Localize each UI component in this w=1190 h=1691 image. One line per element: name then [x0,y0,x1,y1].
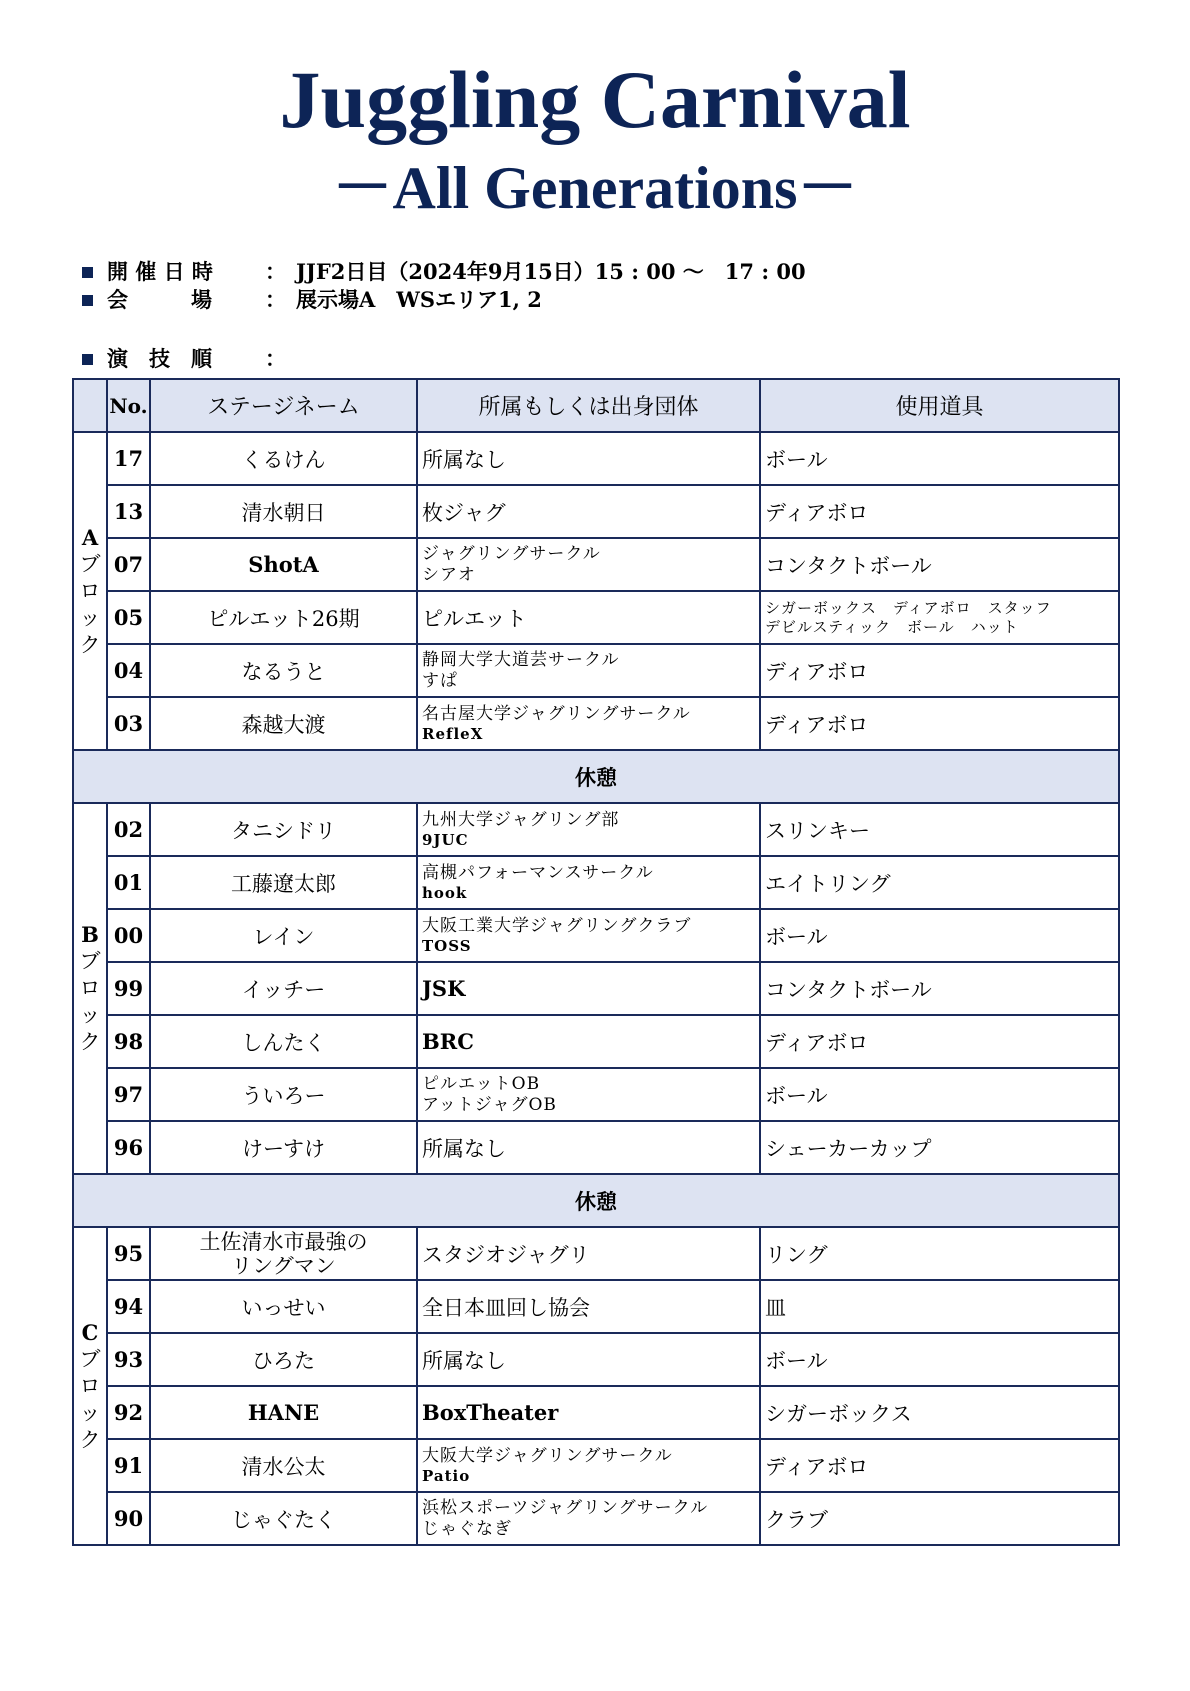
cell-text: ピルエット [422,606,527,631]
affiliation [417,962,760,1015]
performance-number: 98 [107,1015,150,1068]
performance-number: 03 [107,697,150,750]
cell-text: 所属なし [422,1136,506,1161]
table-row [73,1121,1119,1174]
cell-text: ディアボロ [765,500,869,525]
cell-line: 九州大学ジャグリング部 [422,809,620,830]
block-label-char: ッ [79,1003,101,1027]
props-used [760,432,1119,485]
stage-name: いっせい [150,1280,417,1333]
break-label: 休憩 [73,750,1119,803]
cell-line: 浜松スポーツジャグリングサークル [422,1497,709,1518]
table-row [73,697,1119,750]
date-label: 開 催 日 時 [107,259,213,284]
performance-number: 96 [107,1121,150,1174]
performance-number: 01 [107,856,150,909]
cell-line: 大阪工業大学ジャグリングクラブ [422,915,692,936]
stage-name: なるうと [150,644,417,697]
table-row [73,1333,1119,1386]
cell-line: 名古屋大学ジャグリングサークル [422,703,691,724]
table-row [73,485,1119,538]
block-label-char: ク [79,1030,101,1054]
header-org: 所属もしくは出身団体 [417,379,760,432]
props-used [760,962,1119,1015]
cell-text: 枚ジャグ [422,500,506,525]
break-row [73,1174,1119,1227]
performance-number: 99 [107,962,150,1015]
props-used [760,803,1119,856]
cell-text: ディアボロ [765,1454,869,1479]
cell-line: 高槻パフォーマンスサークル [422,862,654,883]
cell-text: スタジオジャグリ [422,1242,590,1267]
stage-name: イッチー [150,962,417,1015]
table-row [73,538,1119,591]
cell-text: リング [765,1242,828,1267]
header-no: No. [107,379,150,432]
affiliation [417,485,760,538]
info-venue: 会 場 ： 展示場A WSエリア1, 2 [82,286,542,314]
cell-text: シェーカーカップ [765,1136,932,1161]
performance-number: 13 [107,485,150,538]
affiliation [417,1492,760,1545]
affiliation [417,432,760,485]
performance-number: 97 [107,1068,150,1121]
header-name: ステージネーム [150,379,417,432]
cell-line: すぱ [422,670,458,691]
affiliation [417,803,760,856]
date-value: JJF2日目（2024年9月15日）15 : 00 ～ 17 : 00 [296,259,806,284]
stage-name: レイン [150,909,417,962]
stage-name: 工藤遼太郎 [150,856,417,909]
props-used [760,644,1119,697]
stage-name: 清水朝日 [150,485,417,538]
break-label: 休憩 [73,1174,1119,1227]
square-bullet-icon [82,354,93,365]
block-label [73,1227,107,1545]
cell-line: アットジャグOB [422,1094,557,1115]
stage-name: 清水公太 [150,1439,417,1492]
props-used [760,1492,1119,1545]
table-row [73,1227,1119,1280]
props-used [760,697,1119,750]
cell-text: ディアボロ [765,659,869,684]
stage-name: HANE [150,1386,417,1439]
cell-text: ボール [765,447,828,472]
block-label-char: ロ [79,578,101,603]
props-used [760,538,1119,591]
venue-value: 展示場A WSエリア1, 2 [296,287,542,312]
block-label-char: A [81,524,99,550]
cell-text: 所属なし [422,1348,506,1373]
cell-text: ボール [765,924,828,949]
affiliation [417,1333,760,1386]
cell-text: 皿 [765,1295,786,1320]
table-row [73,1492,1119,1545]
cell-text: クラブ [765,1507,828,1532]
cell-line: hook [422,883,468,902]
table-row [73,1439,1119,1492]
cell-text: コンタクトボール [765,977,932,1002]
info-date: 開 催 日 時 ： JJF2日目（2024年9月15日）15 : 00 ～ 17 : 00 [82,258,806,286]
performance-number: 93 [107,1333,150,1386]
cell-text: ディアボロ [765,1030,869,1055]
cell-text: 所属なし [422,447,506,472]
performance-number: 91 [107,1439,150,1492]
props-used [760,1439,1119,1492]
props-used [760,591,1119,644]
cell-text: 全日本皿回し協会 [422,1295,590,1320]
performance-number: 02 [107,803,150,856]
page-subtitle: －All Generations－ [332,155,858,221]
cell-line: TOSS [422,936,472,955]
affiliation [417,1227,760,1280]
cell-line: シガーボックス ディアボロ スタッフ [765,598,1052,617]
cell-text: エイトリング [765,871,891,896]
table-body [73,432,1119,1545]
affiliation [417,1386,760,1439]
performance-number: 05 [107,591,150,644]
affiliation [417,1439,760,1492]
table-row [73,962,1119,1015]
performance-number: 04 [107,644,150,697]
cell-line: ジャグリングサークル [422,543,601,564]
props-used [760,856,1119,909]
cell-text: ボール [765,1083,828,1108]
stage-name: ひろた [150,1333,417,1386]
performance-number: 07 [107,538,150,591]
stage-name: タニシドリ [150,803,417,856]
stage-name: じゃぐたく [150,1492,417,1545]
stage-name: ShotA [150,538,417,591]
affiliation [417,1068,760,1121]
cell-text: ディアボロ [765,712,869,737]
cell-text: JSK [422,976,466,1001]
cell-text: BRC [422,1029,474,1054]
info-order: 演 技 順 ： [82,345,296,373]
affiliation [417,1121,760,1174]
props-used [760,1121,1119,1174]
props-used [760,1333,1119,1386]
stage-name: ピルエット26期 [150,591,417,644]
order-label: 演 技 順 [107,346,212,371]
cell-text: スリンキー [765,818,870,843]
break-row [73,750,1119,803]
page-title: Juggling Carnival [279,54,911,145]
stage-name: けーすけ [150,1121,417,1174]
block-label-char: B [81,922,99,947]
performance-number: 90 [107,1492,150,1545]
props-used [760,909,1119,962]
header-block [73,379,107,432]
affiliation [417,697,760,750]
performance-number: 00 [107,909,150,962]
cell-line: 大阪大学ジャグリングサークル [422,1445,673,1466]
block-label [73,803,107,1174]
cell-line: じゃぐなぎ [422,1518,512,1539]
props-used [760,1227,1119,1280]
table-row [73,803,1119,856]
block-label-char: ロ [79,1373,101,1398]
cell-line: RefleX [422,724,484,743]
affiliation [417,856,760,909]
cell-text: シガーボックス [765,1401,912,1426]
cell-text: コンタクトボール [765,553,932,578]
performance-number: 94 [107,1280,150,1333]
table-row [73,1386,1119,1439]
table-row [73,432,1119,485]
table-row [73,591,1119,644]
table-row [73,1280,1119,1333]
block-label-char: ッ [79,605,101,630]
block-label [73,432,107,750]
affiliation [417,538,760,591]
venue-label: 会 場 [107,287,212,312]
cell-text: ボール [765,1348,828,1373]
cell-line: シアオ [422,564,476,585]
block-label-char: ブ [79,551,101,576]
table-row [73,644,1119,697]
square-bullet-icon [82,295,93,306]
block-label-char: ク [79,1427,101,1452]
block-label-char: ロ [79,976,101,1000]
table-header-row [73,379,1119,432]
stage-name: 森越大渡 [150,697,417,750]
stage-name: 土佐清水市最強の リングマン [150,1227,417,1280]
table-row [73,1015,1119,1068]
table-row [73,909,1119,962]
affiliation [417,1015,760,1068]
performance-order-table [72,378,1120,1546]
table-row [73,856,1119,909]
block-label-char: ッ [79,1400,101,1425]
affiliation [417,591,760,644]
square-bullet-icon [82,267,93,278]
props-used [760,1068,1119,1121]
performance-number: 92 [107,1386,150,1439]
affiliation [417,909,760,962]
cell-text: BoxTheater [422,1400,559,1425]
block-label-char: ブ [79,949,101,973]
block-label-char: C [81,1319,99,1345]
cell-line: 9JUC [422,830,469,849]
cell-line: 静岡大学大道芸サークル [422,649,620,670]
stage-name: ういろー [150,1068,417,1121]
performance-number: 17 [107,432,150,485]
affiliation [417,644,760,697]
performance-number: 95 [107,1227,150,1280]
cell-line: Patio [422,1466,471,1485]
header-prop: 使用道具 [760,379,1119,432]
props-used [760,1015,1119,1068]
stage-name: くるけん [150,432,417,485]
props-used [760,1386,1119,1439]
props-used [760,1280,1119,1333]
affiliation [417,1280,760,1333]
table-row [73,1068,1119,1121]
cell-line: デビルスティック ボール ハット [765,617,1019,636]
stage-name: しんたく [150,1015,417,1068]
block-label-char: ブ [79,1346,101,1371]
cell-line: ピルエットOB [422,1073,541,1094]
props-used [760,485,1119,538]
block-label-char: ク [79,632,101,657]
